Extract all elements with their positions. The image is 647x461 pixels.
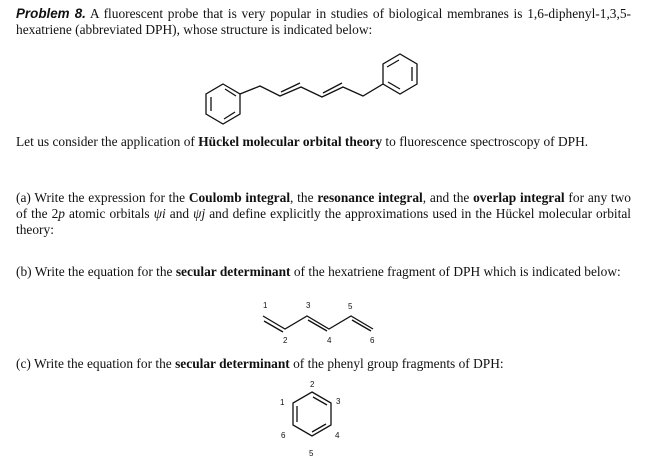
hexatriene-num-1: 1 xyxy=(263,301,268,310)
part-c-bold-secular: secular determinant xyxy=(175,356,290,371)
part-c-paragraph xyxy=(16,356,631,372)
dph-structure-svg xyxy=(195,54,435,134)
hexatriene-figure xyxy=(255,298,385,346)
dph-structure-figure xyxy=(195,54,435,134)
part-a-italic-psi-j: ψj xyxy=(193,206,206,221)
part-a-italic-p: p xyxy=(58,206,65,221)
part-b-bold-secular: secular determinant xyxy=(175,264,291,279)
hexatriene-svg xyxy=(255,298,385,346)
part-a-italic-psi-i: ψi xyxy=(153,206,166,221)
problem-statement xyxy=(16,6,631,38)
hexatriene-num-5: 5 xyxy=(348,302,353,311)
part-a-text-2: , the xyxy=(290,190,318,205)
part-c-text-1: (c) Write the equation for the xyxy=(16,356,176,371)
part-a-text-3: , and the xyxy=(422,190,474,205)
hexatriene-num-6: 6 xyxy=(370,336,375,345)
part-a-bold-overlap: overlap integral xyxy=(473,190,565,205)
part-a-bold-coulomb: Coulomb integral xyxy=(188,190,291,205)
part-a-text-6: and xyxy=(165,206,194,221)
part-a-text-4: for any two of the 2 xyxy=(16,190,632,221)
phenyl-num-2: 2 xyxy=(310,380,315,389)
hexatriene-num-3: 3 xyxy=(306,301,311,310)
part-c-text-2: of the phenyl group fragments of DPH: xyxy=(289,356,504,371)
part-b-text-1: (b) Write the equation for the xyxy=(16,264,176,279)
hexatriene-num-4: 4 xyxy=(327,336,332,345)
phenyl-num-1: 1 xyxy=(280,398,285,407)
part-a-paragraph xyxy=(16,190,631,238)
problem-text: A fluorescent probe that is very popular in studies of biological membranes is 1,6-diphenyl-1,3,5-hexatriene (abbreviated DPH), whose structure is indicated below: xyxy=(16,6,631,37)
intro-text-2: to fluorescence spectroscopy of DPH. xyxy=(382,134,589,149)
part-a-bold-resonance: resonance integral xyxy=(317,190,423,205)
intro-text-1: Let us consider the application of xyxy=(16,134,199,149)
phenyl-svg xyxy=(275,378,355,460)
intro-bold-huckel: Hückel molecular orbital theory xyxy=(198,134,383,149)
part-b-paragraph xyxy=(16,264,631,280)
phenyl-num-3: 3 xyxy=(336,397,341,406)
phenyl-num-4: 4 xyxy=(335,431,340,440)
phenyl-num-6: 6 xyxy=(281,431,286,440)
part-b-text-2: of the hexatriene fragment of DPH which is indicated below: xyxy=(290,264,621,279)
part-a-text-7: and define explicitly the approximations used in the Hückel molecular orbital theory: xyxy=(16,206,632,237)
hexatriene-num-2: 2 xyxy=(283,336,288,345)
part-a-text-5: atomic orbitals xyxy=(64,206,154,221)
problem-label: Problem 8. xyxy=(16,6,86,21)
phenyl-num-5: 5 xyxy=(309,449,314,458)
intro-paragraph xyxy=(16,134,631,150)
part-a-text-1: (a) Write the expression for the xyxy=(16,190,189,205)
phenyl-figure xyxy=(275,378,355,460)
